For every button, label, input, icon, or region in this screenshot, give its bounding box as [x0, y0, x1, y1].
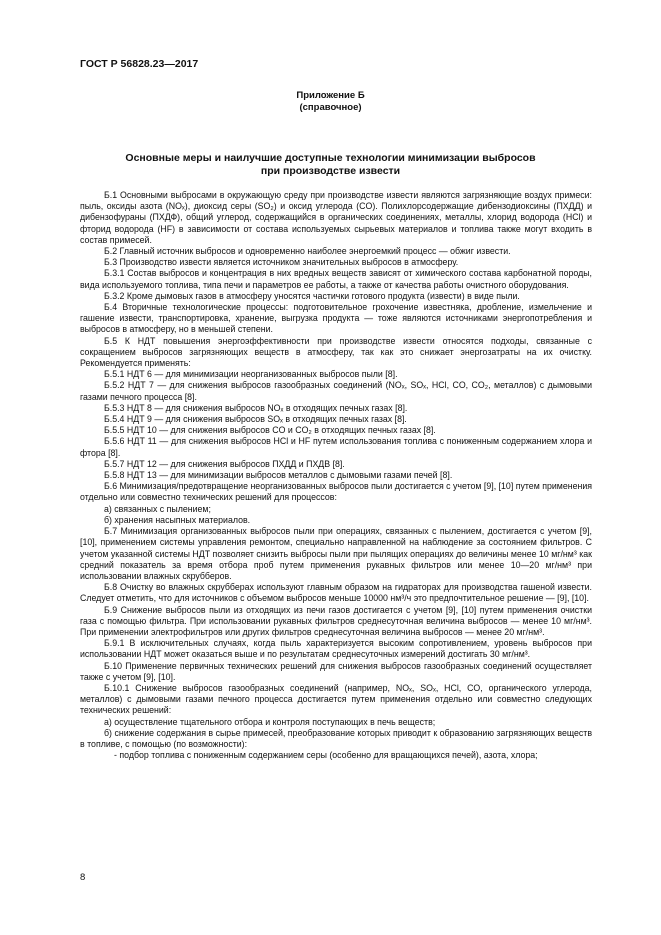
paragraph: Б.2 Главный источник выбросов и одновременно наиболее энергоемкий процесс — обжиг извести. — [104, 246, 511, 257]
paragraph: Б.5.8 НДТ 13 — для минимизации выбросов металлов с дымовыми газами печей [8]. — [104, 470, 453, 481]
paragraph: Б.4 Вторичные технологические процессы: подготовительное грохочение известняка, дробление, измельчение и гашение извести, транспортировка, хранение, выгрузка продукта — тоже являются источниками энергопотребления и выбросов в атмосферу, но в меньшей степени. — [80, 302, 592, 335]
paragraph: Б.3.1 Состав выбросов и концентрация в них вредных веществ зависят от химического состава карбонатной породы, вида используемого топлива, типа печи и параметров ее работы, а также от качества работы очистного оборудования. — [80, 268, 592, 290]
paragraph: Б.5.2 НДТ 7 — для снижения выбросов газообразных соединений (NOₓ, SOₓ, HCl, CO, CO₂, металлов) с дымовыми газами печного процесса [8]. — [80, 380, 592, 402]
paragraph: Б.5.7 НДТ 12 — для снижения выбросов ПХДД и ПХДВ [8]. — [104, 458, 345, 469]
paragraph: Б.1 Основными выбросами в окружающую среду при производстве извести являются загрязняющие воздух примеси: пыль, оксиды азота (NOₓ), диоксид серы (SO₂) и оксид углерода (CO). Полихлорсодержащие дибензодиоксины (ПХДД) и дибензофураны (ПХДФ), общий углерод, содержащийся в органических соединениях, металлы, хлорид водорода (HCl) и фторид водорода (HF) в зависимости от состава используемых сырьевых материалов и топлива также могут входить в состав примесей. — [80, 190, 592, 245]
appendix-type: (справочное) — [299, 102, 362, 113]
paragraph: Б.5 К НДТ повышения энергоэффективности при производстве извести относятся подходы, связанные с сокращением выбросов загрязняющих веществ в атмосферу, так как это снижает энергозатраты на их очистку. Рекомендуется применять: — [80, 335, 592, 369]
section-title-line-2: при производстве извести — [260, 165, 401, 177]
paragraph: Б.9.1 В исключительных случаях, когда пыль характеризуется высоким сопротивлением, уровень выбросов при использовании НДТ может оказаться выше и по результатам среднесуточных измерений достигать 30 мг/нм³. — [80, 638, 592, 660]
list-item: б) хранения насыпных материалов. — [104, 514, 251, 525]
paragraph: Б.7 Минимизация организованных выбросов пыли при операциях, связанных с пылением, достигается с учетом [9], [10], применением системы управления ремонтом, специально направленной на наблюдение за состоянием фильтров. С учетом указанной системы НДТ позволяет снизить выбросы пыли при пылящих операциях до величины менее 10 мг/нм³ как средний показатель за время отбора проб путем применения рукавных фильтров или менее 10—20 мг/нм³ при использовании влажных скрубберов. — [80, 526, 592, 581]
paragraph: Б.10.1 Снижение выбросов газообразных соединений (например, NOₓ, SOₓ, HCl, CO, органического углерода, металлов) с дымовыми газами печного процесса достигается путем применения отдельно или совместно следующих технических решений: — [80, 682, 592, 716]
list-item: а) связанных с пылением; — [104, 503, 211, 514]
paragraph: Б.5.1 НДТ 6 — для минимизации неорганизованных выбросов пыли [8]. — [104, 369, 398, 380]
paragraph: Б.3 Производство извести является источником значительных выбросов в атмосферу. — [104, 257, 459, 268]
paragraph: Б.8 Очистку во влажных скрубберах используют главным образом на гидраторах для производства гашеной извести. Следует отметить, что для источников с объемом выбросов меньше 10000 нм³/ч это предпочтительное решение — [9], [10]. — [80, 582, 592, 604]
paragraph: Б.10 Применение первичных технических решений для снижения выбросов газообразных соединений осуществляет также с учетом [9], [10]. — [80, 660, 592, 682]
dash-list-item: - подбор топлива с пониженным содержанием серы (особенно для вращающихся печей), азота, хлора; — [114, 750, 538, 761]
appendix-heading — [0, 90, 661, 114]
list-item: а) осуществление тщательного отбора и контроля поступающих в печь веществ; — [104, 716, 436, 727]
appendix-label: Приложение Б — [296, 90, 365, 101]
paragraph: Б.5.3 НДТ 8 — для снижения выбросов NOₓ в отходящих печных газах [8]. — [104, 402, 408, 413]
paragraph: Б.3.2 Кроме дымовых газов в атмосферу уносятся частички готового продукта (извести) в виде пыли. — [104, 290, 520, 301]
paragraph: Б.5.5 НДТ 10 — для снижения выбросов CO и CO₂ в отходящих печных газах [8]. — [104, 425, 436, 436]
paragraph: Б.5.6 НДТ 11 — для снижения выбросов HCl и HF путем использования топлива с пониженным содержанием хлора и фтора [8]. — [80, 436, 592, 458]
paragraph: Б.6 Минимизация/предотвращение неорганизованных выбросов пыли достигается с учетом [9], [10] путем применения отдельно или совместно технических решений для процессов: — [80, 481, 592, 503]
document-body — [80, 190, 592, 761]
section-title — [60, 152, 601, 178]
page-number: 8 — [80, 872, 86, 883]
paragraph: Б.9 Снижение выбросов пыли из отходящих из печи газов достигается с учетом [9], [10] путем применения очистки газа с помощью фильтра. При использовании рукавных фильтров среднесуточная величина выбросов — менее 10 мг/нм³. При применении электрофильтров или других фильтров среднесуточная величина выбросов — менее 20 мг/нм³. — [80, 604, 592, 637]
document-header: ГОСТ Р 56828.23—2017 — [80, 58, 199, 70]
list-item: б) снижение содержания в сырье примесей, преобразование которых приводит к образованию загрязняющих веществ в топливе, с помощью (по возможности): — [80, 727, 592, 749]
paragraph: Б.5.4 НДТ 9 — для снижения выбросов SOₓ в отходящих печных газах [8]. — [104, 414, 407, 425]
section-title-line-1: Основные меры и наилучшие доступные технологии минимизации выбросов — [125, 152, 536, 164]
